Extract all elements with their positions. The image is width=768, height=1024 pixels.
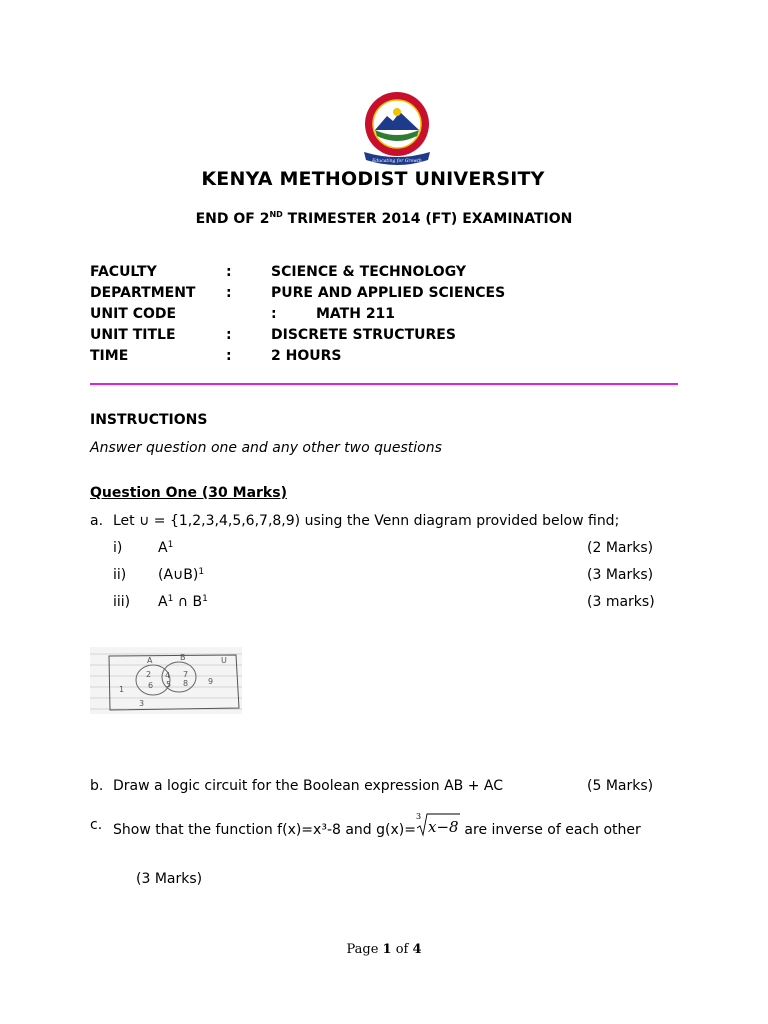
meta-time-label: TIME (90, 348, 129, 364)
venn-label-a: A (147, 656, 153, 665)
venn-label-8: 8 (183, 679, 189, 688)
part-c-text-after: are inverse of each other (459, 822, 641, 838)
meta-unit-code-colon: : (271, 306, 277, 322)
footer-total-pages: 4 (412, 942, 422, 957)
part-a-item-1-marks: (2 Marks) (587, 540, 654, 556)
part-a-item-2-expr: (A∪B)$^1$ (158, 567, 205, 583)
part-a-item-3-marks: (3 marks) (587, 594, 655, 610)
meta-time-colon: : (226, 348, 232, 364)
footer-of-word: of (395, 942, 409, 957)
exam-title-suffix: TRIMESTER 2014 (FT) EXAMINATION (282, 211, 573, 227)
part-a-text: Let ∪ = {1,2,3,4,5,6,7,8,9) using the Venn diagram provided below find; (113, 513, 620, 529)
university-title: KENYA METHODIST UNIVERSITY (201, 168, 545, 190)
university-logo (360, 90, 434, 170)
part-b-letter: b. (90, 778, 104, 794)
question-one-heading: Question One (30 Marks) (90, 485, 287, 501)
meta-unit-title-label: UNIT TITLE (90, 327, 176, 343)
root-radicand: x−8 (427, 818, 459, 836)
venn-label-6: 6 (148, 681, 154, 690)
meta-faculty-value: SCIENCE & TECHNOLOGY (271, 264, 467, 280)
part-a-item-1-num: i) (113, 540, 123, 556)
venn-label-9: 9 (208, 677, 214, 686)
venn-label-4: 4 (165, 671, 171, 680)
part-a-letter: a. (90, 513, 104, 529)
venn-label-u: U (221, 656, 227, 665)
meta-time-value: 2 HOURS (271, 348, 342, 364)
page-footer (0, 942, 768, 957)
venn-label-7: 7 (183, 670, 189, 679)
venn-diagram (90, 647, 242, 714)
meta-faculty-label: FACULTY (90, 264, 157, 280)
meta-department-label: DEPARTMENT (90, 285, 196, 301)
part-a-item-1-expr: $A^1$ (158, 540, 174, 556)
venn-label-1: 1 (119, 685, 125, 694)
header-divider (90, 383, 678, 385)
exam-title-sup: ND (269, 210, 283, 219)
venn-label-b: B (180, 653, 186, 662)
meta-unit-code-label: UNIT CODE (90, 306, 177, 322)
part-b-marks: (5 Marks) (587, 778, 654, 794)
meta-unit-title-value: DISCRETE STRUCTURES (271, 327, 456, 343)
meta-unit-title-colon: : (226, 327, 232, 343)
venn-label-2: 2 (146, 670, 152, 679)
part-b-text: Draw a logic circuit for the Boolean expression AB + AC (113, 778, 504, 794)
venn-label-3: 3 (139, 699, 145, 708)
venn-label-5: 5 (166, 680, 172, 689)
cube-root-expression (415, 812, 460, 836)
meta-department-value: PURE AND APPLIED SCIENCES (271, 285, 506, 301)
meta-unit-code-value: MATH 211 (316, 306, 396, 322)
part-a-item-3-expr: $A^1$ ∩ $B^1$ (158, 594, 208, 610)
exam-title (0, 210, 768, 227)
root-index: 3 (415, 812, 422, 821)
footer-page-number: 1 (382, 942, 392, 957)
part-a-item-2-num: ii) (113, 567, 127, 583)
exam-title-prefix: END OF 2 (195, 211, 270, 227)
meta-faculty-colon: : (226, 264, 232, 280)
part-c-letter: c. (90, 817, 103, 833)
logo-motto: Educating for Growth (372, 159, 422, 164)
meta-department-colon: : (226, 285, 232, 301)
instructions-text: Answer question one and any other two questions (90, 440, 442, 456)
part-a-item-3-num: iii) (113, 594, 131, 610)
footer-page-word: Page (346, 942, 379, 957)
instructions-heading: INSTRUCTIONS (90, 412, 208, 428)
part-c-marks: (3 Marks) (136, 871, 203, 887)
part-c-text (113, 812, 678, 844)
part-a-item-2-marks: (3 Marks) (587, 567, 654, 583)
part-c-text-before: Show that the function f(x)=x³-8 and g(x)= (113, 822, 416, 838)
